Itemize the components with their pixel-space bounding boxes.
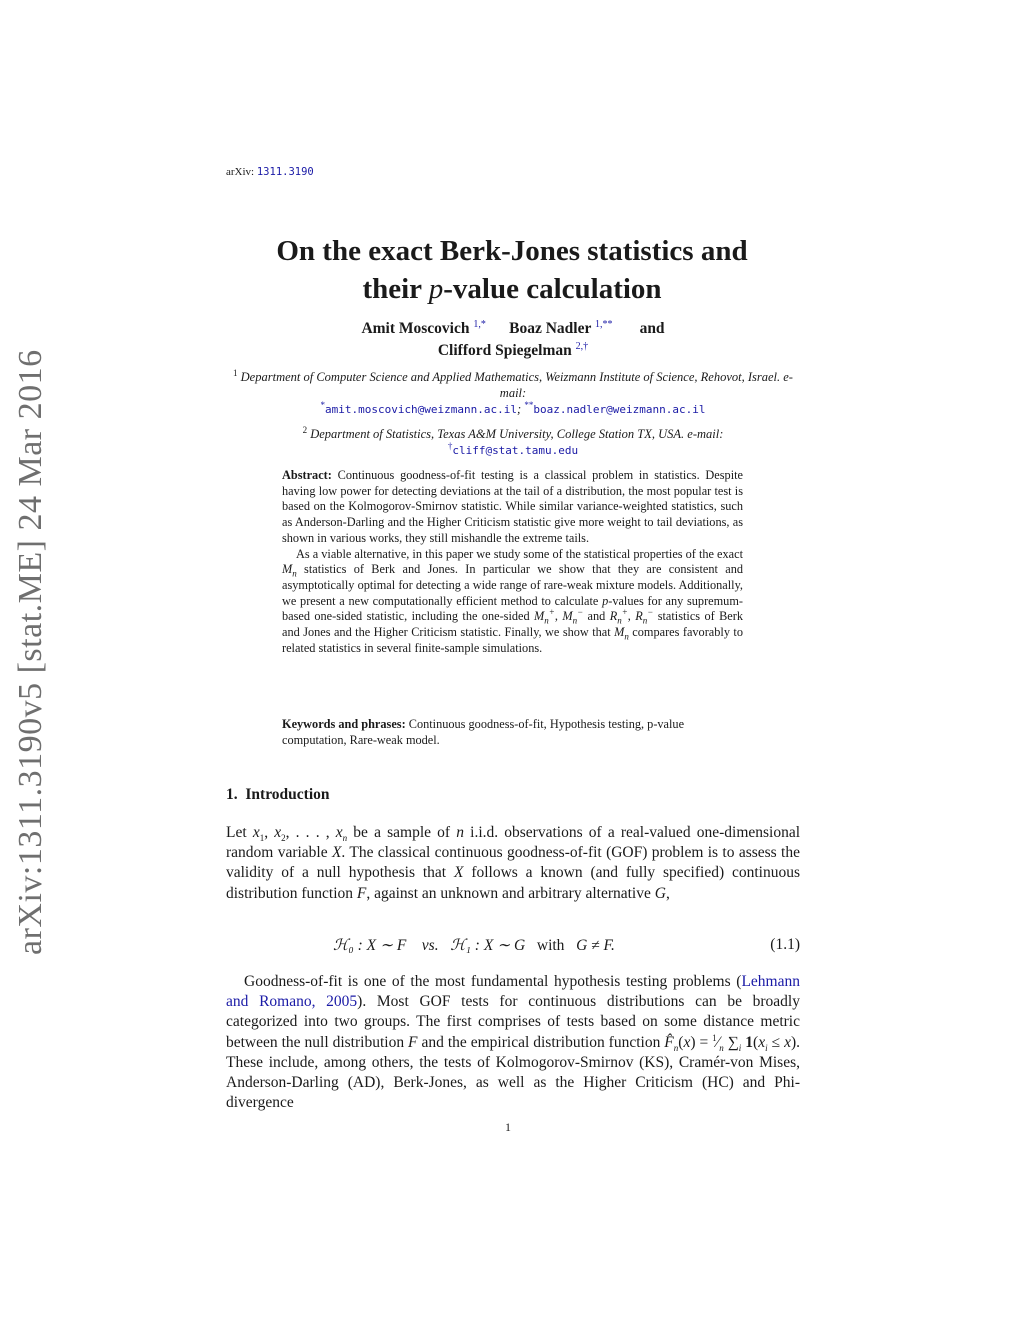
page-number: 1 <box>505 1120 511 1134</box>
email-nadler-link[interactable]: boaz.nadler@weizmann.ac.il <box>533 403 706 416</box>
section-heading-introduction: 1. Introduction <box>226 786 330 803</box>
author-moscovich: Amit Moscovich <box>361 320 470 337</box>
intro-paragraph-2: Goodness-of-fit is one of the most fundamental hypothesis testing problems (Lehmann and Romano, 2005). Most GOF tests for continuous distributions can be broadly categorized into two groups. The first comprises of tests based on some distance metric between the null distribution F and the empirical distribution function $F̂_n(x)$ = $^1⁄_n$ $\sum_i$ $1(x_i \le x)$. These include, among others, the tests of Kolmogorov-Smirnov (KS), Cramér-von Mises, Anderson-Darling (AD), Berk-Jones, as well as the Higher Criticism (HC) and Phi-divergence <box>226 973 800 1112</box>
keywords: Keywords and phrases: Continuous goodness-of-fit, Hypothesis testing, p-value computation, Rare-weak model. <box>282 717 685 747</box>
arxiv-header <box>226 166 314 178</box>
author-spiegelman-mark[interactable]: 2,† <box>575 340 589 352</box>
equation-1-1 <box>226 936 800 960</box>
email-moscovich-link[interactable]: amit.moscovich@weizmann.ac.il <box>324 403 518 416</box>
title-line-2: their p-value calculation <box>362 273 662 305</box>
title-line-1: On the exact Berk-Jones statistics and <box>276 235 748 267</box>
author-and: and <box>639 320 665 337</box>
arxiv-id-link[interactable]: 1311.3190 <box>256 166 314 178</box>
abstract-paragraph-2: As a viable alternative, in this paper we study some of the statistical properties of the exact $M_n$ statistics of Berk and Jones. In particular we show that they are consistent and asymptotically optimal for detecting a wide range of rare-weak mixture models. Additionally, we present a new computationally efficient method to calculate p-values for any supremum-based one-sided statistic, including the one-sided $M_n^+$, $M_n^-$ and $R_n^+$, $R_n^-$ statistics of Berk and Jones and the Higher Criticism statistic. Finally, we show that $M_n$ compares favorably to related statistics in several finite-sample simulations. <box>282 546 743 655</box>
affiliation-1: $^1$ Department of Computer Science and Applied Mathematics, Weizmann Institute of Science, Rehovot, Israel. e-mail: *amit.moscovich@weizmann.ac.il; **boaz.nadler@weizmann.ac.il <box>233 367 793 416</box>
abstract <box>282 468 743 656</box>
author-list <box>226 318 800 362</box>
paper-title <box>200 232 824 308</box>
author-spiegelman: Clifford Spiegelman <box>437 342 572 359</box>
email-spiegelman-link[interactable]: cliff@stat.tamu.edu <box>452 444 579 457</box>
equation-number: (1.1) <box>770 936 800 953</box>
author-nadler-mark[interactable]: 1,** <box>594 318 613 330</box>
citation-lehmann-romano[interactable]: Lehmann and Romano, 2005 <box>226 973 800 1011</box>
author-nadler: Boaz Nadler <box>509 320 592 337</box>
equation-body: ℋ₀ : X ∼ F vs. ℋ₁ : X ∼ G with G ≠ F. <box>333 937 615 954</box>
intro-paragraph-1: Let $x_1$, $x_2$, . . . , $x_n$ be a sample of n i.i.d. observations of a real-valued one-dimensional random variable X. The classical continuous goodness-of-fit (GOF) problem is to assess the validity of a null hypothesis that X follows a known (and fully specified) continuous distribution function F, against an unknown and arbitrary alternative G, <box>226 824 801 902</box>
abstract-paragraph-1: Abstract: Continuous goodness-of-fit testing is a classical problem in statistics. Despite having low power for detecting deviations at the tail of a distribution, the most popular test is based on the Kolmogorov-Smirnov statistic. While similar variance-weighted statistics, such as Anderson-Darling and the Higher Criticism statistic give more weight to tail deviations, as shown in various works, they still mishandle the extreme tails. <box>282 468 743 545</box>
affiliation-2: $^2$ Department of Statistics, Texas A&M University, College Station TX, USA. e-mail: †cliff@stat.tamu.edu <box>302 424 724 457</box>
arxiv-side-stamp: arXiv:1311.3190v5 [stat.ME] 24 Mar 2016 <box>12 349 49 955</box>
author-moscovich-mark[interactable]: 1,* <box>473 318 486 330</box>
arxiv-prefix: arXiv: <box>226 166 255 178</box>
